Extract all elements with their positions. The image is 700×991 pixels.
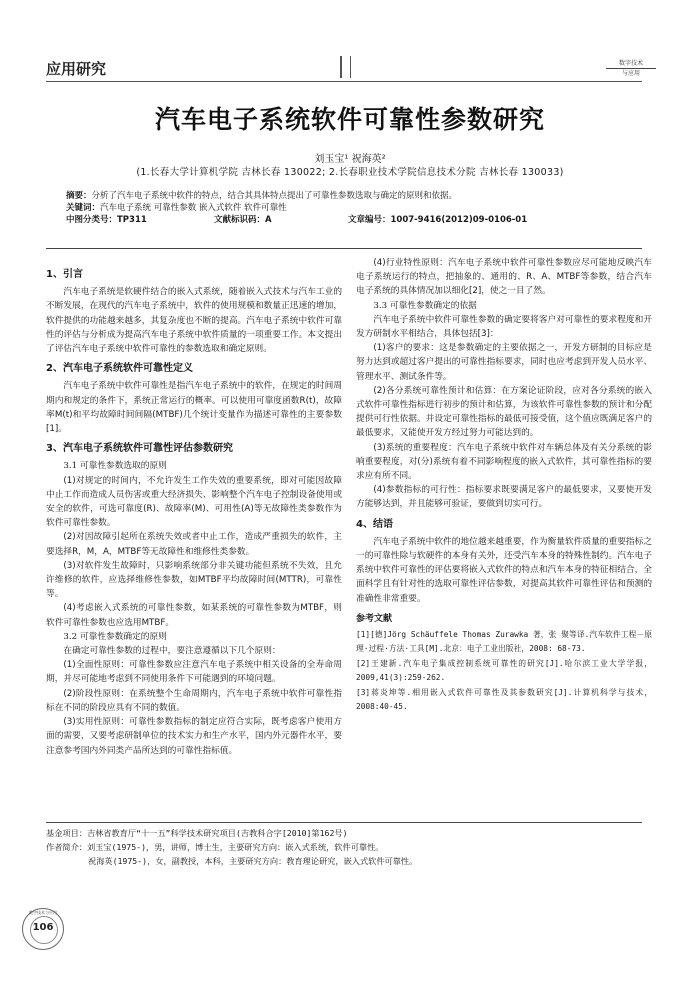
paper-title: 汽车电子系统软件可靠性参数研究 [154, 105, 545, 134]
author-bio-1: 作者简介：刘玉宝(1975-)，男，讲师，博士生，主要研究方向：嵌入式系统，软件可靠性。 [46, 842, 384, 852]
left-column [46, 262, 342, 758]
section-3-3-intro: 汽车电子系统中软件可靠性参数的确定要将客户对可靠性的要求程度和开发方研制水平相结合，具体包括[3]： [356, 314, 652, 340]
classification-row [66, 214, 636, 226]
reference-list [356, 628, 652, 713]
keywords-text: 汽车电子系统 可靠性参数 嵌入式软件 软件可靠性 [100, 203, 287, 213]
abstract [66, 190, 636, 202]
brand-line-2: 与应用 [621, 70, 640, 77]
abstract-block [66, 190, 636, 226]
section-3-2-intro: 在确定可靠性参数的过程中，要注意遵循以下几个原则： [63, 646, 281, 657]
page-number: 106 [32, 922, 54, 933]
funding-note: 基金项目：吉林省教育厅“十一五”科学技术研究项目(吉教科合字[2010]第162号) [46, 828, 348, 838]
section-3-3-item-4: (4)参数指标的可行性：指标要求既要满足客户的最低要求，又要使开发方能够达到，并且能够可验证，要做到切实可行。 [356, 485, 652, 510]
document-code: 文献标识码：A [214, 215, 272, 225]
reference-item: [3]蒋炎坤等.相用嵌入式软件可靠性及其参数研究[J].计算机科学与技术，2008:40-45. [356, 688, 652, 711]
section-1-paragraph: 汽车电子系统是软硬件结合的嵌入式系统，随着嵌入式技术与汽车工业的不断发展，在现代的汽车电子系统中，软件的使用规模和数量正迅速的增加，软件提供的功能越来越多，其复杂度也不断的提高。汽车电子系统中软件可靠性的评估与分析成为提高汽车电子系统中软件质量的一项重要工作。本文提出了评估汽车电子系统中软件可靠性的参数选取和确定原则。 [46, 287, 342, 355]
brand-line-1: 数字技术 [606, 59, 656, 69]
journal-brand-logo [606, 59, 656, 78]
badge-arc-text: 数字技术与应用 [29, 910, 57, 915]
abstract-rule [46, 248, 642, 249]
section-3-3-heading: 3.3 可靠性参数确定的依据 [373, 300, 477, 311]
section-2-paragraph: 汽车电子系统中软件可靠性是指汽车电子系统中的软件，在规定的时间周期内和规定的条件下，系统正常运行的概率。可以使用可靠度函数R(t)，故障率M(t)和平均故障时间间隔(MTBF)几个统计变量作为描述可靠性的主要参数[1]。 [46, 381, 342, 435]
reference-item: [2]王建新.汽车电子集成控制系统可靠性的研究[J].哈尔滨工业大学学报，2009,41(3):259-262. [356, 659, 652, 682]
paper-affiliation: (1.长春大学计算机学院 吉林长春 130022; 2.长春职业技术学院信息技术分院 吉林长春 130033) [136, 167, 564, 178]
reference-item: [1][德]Jörg Schäuffele Thomas Zurawka 著，张 聚等译.汽车软件工程－原理·过程·方法·工具[M].北京：电子工业出版社，2008: 68-73. [356, 630, 652, 653]
section-3-2-heading: 3.2 可靠性参数确定的原则 [63, 631, 167, 642]
paper-authors: 刘玉宝¹ 祝海英² [314, 154, 386, 165]
section-4-paragraph: 汽车电子系统中软件的地位越来越重要，作为衡量软件质量的重要指标之一的可靠性除与软硬件的本身有关外，还受汽车本身的特殊性制约。汽车电子系统中软件可靠性的评估要将嵌入式软件的特点和汽车本身的特征相结合，全面科学且有针对性的选取可靠性评估参数，对提高其软件可靠性评估和预测的准确性非常重要。 [356, 536, 652, 604]
footnotes [46, 826, 646, 868]
section-3-2-item-2: (2)阶段性原则：在系统整个生命周期内，汽车电子系统中软件可靠性指标在不同的阶段应具有不同的数值。 [46, 688, 342, 713]
keywords [66, 202, 636, 214]
header-rule [46, 81, 642, 82]
section-3-heading: 3、汽车电子系统软件可靠性评估参数研究 [46, 443, 233, 455]
section-4-heading: 4、结语 [356, 518, 393, 530]
section-3-2-item-4: (4)行业特性原则：汽车电子系统中软件可靠性参数应尽可能地反映汽车电子系统运行的特点，把抽象的、通用的、R、A、MTBF等参数，结合汽车电子系统的具体情况加以细化[2]，使之一目了然。 [356, 258, 652, 297]
references-heading: 参考文献 [356, 613, 393, 624]
right-column [356, 256, 652, 715]
header-decorative-bars [340, 56, 359, 82]
section-3-2-item-3: (3)实用性原则：可靠性参数指标的制定应符合实际，既考虑客户使用方面的需要，又要考虑研制单位的技术实力和生产水平，国内外元器件水平，要注意参考国内外同类产品所达到的可靠性指标值。 [46, 717, 342, 756]
section-2-heading: 2、汽车电子系统软件可靠性定义 [46, 363, 193, 375]
abstract-label: 摘要： [66, 191, 92, 201]
section-3-1-item-4: (4)考虑嵌入式系统的可靠性参数，如某系统的可靠性参数为MTBF，则软件可靠性参数也应选用MTBF。 [46, 603, 342, 628]
section-3-1-heading: 3.1 可靠性参数选取的原则 [63, 461, 167, 472]
section-3-3-item-3: (3)系统的重要程度：汽车电子系统中软件对车辆总体及有关分系统的影响重要程度，对(分)系统有着不同影响程度的嵌入式软件，其可靠性指标的要求应有所不同。 [356, 442, 652, 482]
footnote-rule [46, 822, 642, 823]
author-bio-2: 祝海英(1975-)，女，副教授，本科，主要研究方向：教育理论研究，嵌入式软件可靠性。 [88, 856, 418, 866]
clc-number: 中图分类号：TP311 [66, 215, 147, 225]
section-1-heading: 1、引言 [46, 269, 83, 280]
article-number: 文章编号：1007-9416(2012)09-0106-01 [348, 215, 528, 225]
page-number-badge [22, 908, 64, 950]
section-3-1-item-2: (2)对因故障引起所在系统失效或者中止工作，造成严重损失的软件，主要选择R，M，A，MTBF等无故障性和维修性类参数。 [46, 532, 342, 557]
abstract-text: 分析了汽车电子系统中软件的特点，结合其具体特点提出了可靠性参数选取与确定的原则和依据。 [91, 191, 458, 201]
section-3-2-item-1: (1)全面性原则：可靠性参数应注意汽车电子系统中相关设备的全寿命周期，并尽可能地考虑到不同使用条件下可能遇到的环境问题。 [46, 660, 342, 685]
journal-section-label: 应用研究 [46, 60, 107, 78]
section-3-3-item-2: (2)各分系统可靠性预计和估算：在方案论证阶段，应对各分系统的嵌入式软件可靠性指标进行初步的预计和估算，为该软件可靠性参数的预计和分配提供可行性依据。并设定可靠性指标的最低可接受值，这个值应既满足客户的最低要求，又能使开发方经过努力可能达到的。 [356, 385, 652, 439]
keywords-label: 关键词： [66, 203, 101, 213]
section-3-3-item-1: (1)客户的要求：这是参数确定的主要依据之一，开发方研制的目标应是努力达到或超过客户提出的可靠性指标要求，同时也应考虑到开发人员水平、管理水平、测试条件等。 [356, 343, 652, 382]
section-3-1-item-3: (3)对软件发生故障时，只影响系统部分非关键功能但系统不失效，且允许维修的软件，应选择维修性参数，如MTBF平均故障时间(MTTR)，可靠性等。 [46, 560, 342, 600]
section-3-1-item-1: (1)对规定的时间内，不允许发生工作失效的重要系统，即对可能因故障中止工作而造成人员伤害或重大经济损失、影响整个汽车电子控制设备使用或安全的软件，可选可靠度(R)、故障率(M)、可用性(A)等无故障性类参数作为软件可靠性参数。 [46, 475, 342, 529]
